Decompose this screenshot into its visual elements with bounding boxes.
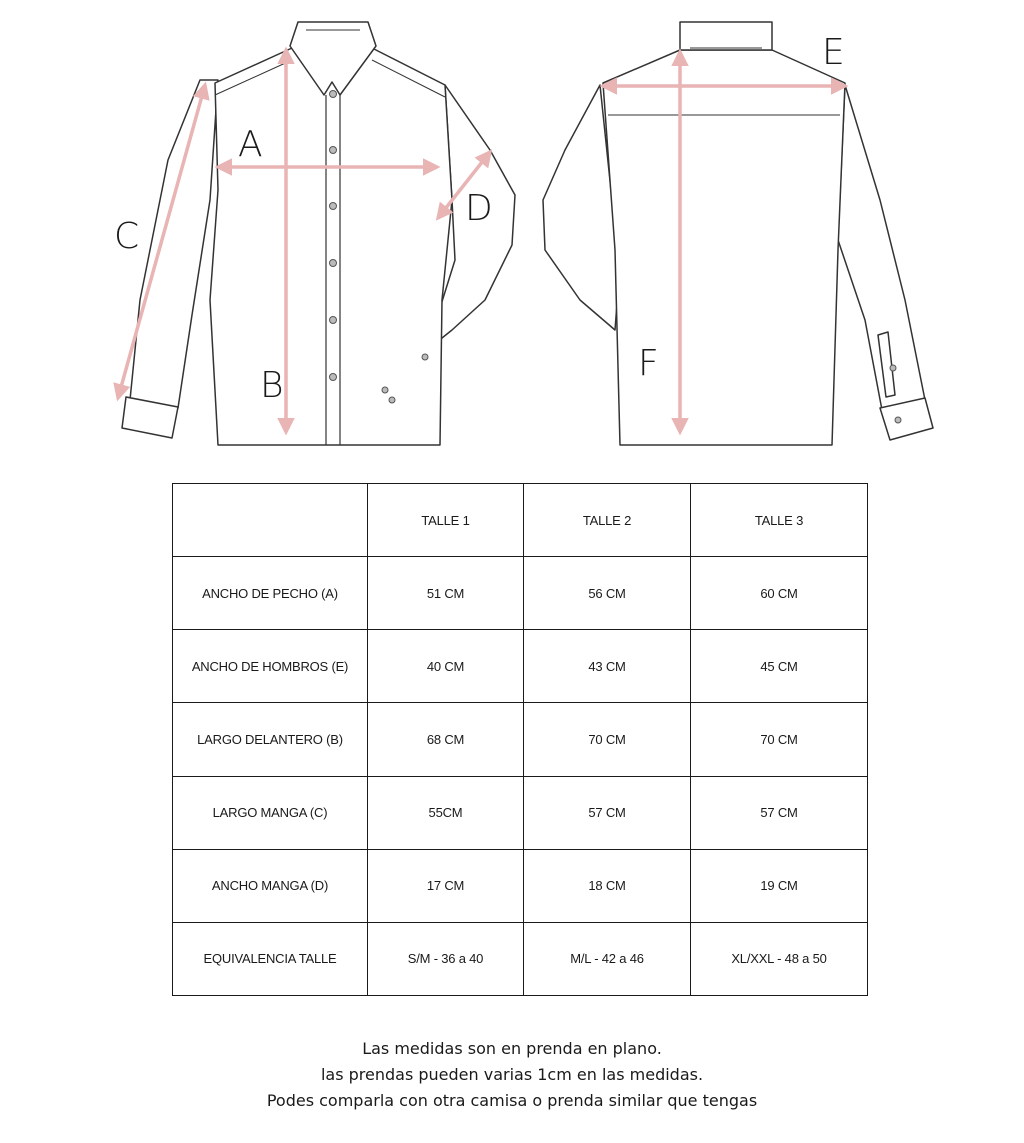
shirt-front — [122, 22, 515, 445]
cell-talle-2: 56 CM — [524, 557, 691, 630]
label-f: F — [638, 343, 659, 384]
cell-talle-2: 70 CM — [524, 703, 691, 776]
cell-talle-2: 57 CM — [524, 776, 691, 849]
cell-talle-1: 68 CM — [368, 703, 524, 776]
table-row — [173, 849, 868, 922]
cell-talle-2: 43 CM — [524, 630, 691, 703]
cell-talle-3: XL/XXL - 48 a 50 — [691, 922, 868, 995]
row-label: LARGO DELANTERO (B) — [173, 703, 368, 776]
table-row — [173, 776, 868, 849]
row-label: ANCHO MANGA (D) — [173, 849, 368, 922]
row-label: EQUIVALENCIA TALLE — [173, 922, 368, 995]
note-line-3: Podes comparla con otra camisa o prenda similar que tengas — [266, 1091, 758, 1110]
shirt-measurement-diagram — [0, 0, 1024, 470]
measurement-notes — [0, 1036, 1024, 1114]
note-line-1: Las medidas son en prenda en plano. — [362, 1039, 662, 1058]
cell-talle-3: 57 CM — [691, 776, 868, 849]
note-line-2: las prendas pueden varias 1cm en las medidas. — [320, 1065, 704, 1084]
cell-talle-3: 19 CM — [691, 849, 868, 922]
cell-talle-1: 40 CM — [368, 630, 524, 703]
cell-talle-1: 17 CM — [368, 849, 524, 922]
table-row — [173, 703, 868, 776]
table-row — [173, 557, 868, 630]
cell-talle-1: 51 CM — [368, 557, 524, 630]
row-label: ANCHO DE PECHO (A) — [173, 557, 368, 630]
label-a: A — [238, 124, 263, 165]
header-empty — [173, 484, 368, 557]
header-talle-2: TALLE 2 — [524, 484, 691, 557]
header-talle-1: TALLE 1 — [368, 484, 524, 557]
cell-talle-2: 18 CM — [524, 849, 691, 922]
cell-talle-2: M/L - 42 a 46 — [524, 922, 691, 995]
header-talle-3: TALLE 3 — [691, 484, 868, 557]
row-label: ANCHO DE HOMBROS (E) — [173, 630, 368, 703]
cell-talle-3: 70 CM — [691, 703, 868, 776]
table-row — [173, 922, 868, 995]
table-header-row — [173, 484, 868, 557]
label-d: D — [465, 188, 493, 229]
cell-talle-3: 45 CM — [691, 630, 868, 703]
label-b: B — [260, 365, 284, 406]
size-table — [172, 483, 868, 996]
cell-talle-1: 55CM — [368, 776, 524, 849]
label-c: C — [114, 216, 140, 257]
cell-talle-1: S/M - 36 a 40 — [368, 922, 524, 995]
cell-talle-3: 60 CM — [691, 557, 868, 630]
table-row — [173, 630, 868, 703]
row-label: LARGO MANGA (C) — [173, 776, 368, 849]
label-e: E — [822, 32, 845, 73]
